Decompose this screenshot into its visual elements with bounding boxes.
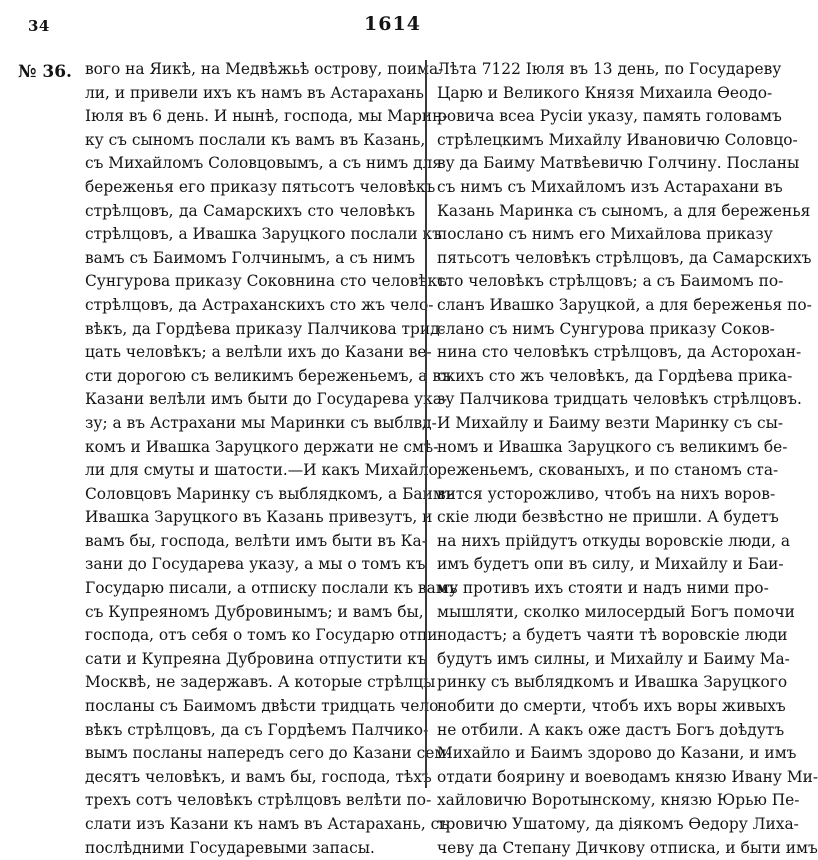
left-column-line: Москвѣ, не задержавъ. А которые стрѣлцы: [85, 673, 436, 692]
left-column-line: слати изъ Казани къ намъ въ Астарахань, съ: [85, 815, 450, 833]
left-column-line: вѣкъ, да Гордѣева приказу Палчикова трид-: [85, 319, 445, 338]
left-column-line: съ Купреяномъ Дубровинымъ; и вамъ бы,: [85, 602, 424, 621]
left-column-line: послѣдними Государевыми запасы.: [85, 838, 375, 857]
left-column-line: зани до Государева указу, а мы о томъ къ: [85, 555, 426, 574]
right-column-line: пятьсотъ человѣкъ стрѣлцовъ, да Самарскихъ: [437, 248, 812, 267]
left-column-line: ку съ сыномъ послали къ вамъ въ Казань,: [85, 130, 426, 149]
left-column-line: ли, и привели ихъ къ намъ въ Астарахань: [85, 83, 424, 102]
right-column-line: стрѣлецкимъ Михайлу Ивановичю Соловцо-: [437, 130, 798, 149]
right-column-line: мышляти, сколко милосердый Богъ помочи: [437, 602, 795, 621]
left-column-line: стрѣлцовъ, да Самарскихъ сто человѣкъ: [85, 201, 415, 220]
right-column-line: зу Палчикова тридцать человѣкъ стрѣлцовъ.: [437, 390, 802, 409]
page-year-heading: 1614: [364, 13, 421, 35]
left-column-line: вого на Яикѣ, на Медвѣжьѣ острову, поима-: [85, 60, 444, 78]
left-column-line: Ивашка Заруцкого въ Казань привезутъ, и: [85, 508, 433, 527]
left-column-line: Казани велѣли имъ быти до Государева ука-: [85, 390, 448, 409]
right-column-line: сто человѣкъ стрѣлцовъ; а съ Баимомъ по-: [437, 272, 784, 291]
right-column-line: подастъ; а будетъ чаяти тѣ воровскіе люди: [437, 626, 788, 645]
right-column-line: Михайло и Баимъ здорово до Казани, и имъ: [437, 744, 797, 763]
right-column-line: вится усторожливо, чтобъ на нихъ воров-: [437, 484, 776, 503]
right-column-line: нина сто человѣкъ стрѣлцовъ, да Асторохан-: [437, 343, 802, 362]
left-column-line: Іюля въ 6 день. И нынѣ, господа, мы Марин-: [85, 107, 448, 126]
left-column-line: зу; а въ Астрахани мы Маринки съ выблвд-: [85, 413, 437, 432]
right-column-line: реженьемъ, скованыхъ, и по станомъ ста-: [437, 461, 779, 480]
left-column-line: стрѣлцовъ, да Астраханскихъ сто жъ чело-: [85, 295, 434, 314]
right-column-line: побити до смерти, чтобъ ихъ воры живыхъ: [437, 697, 786, 716]
left-column-line: сти дорогою съ великимъ береженьемъ, а въ: [85, 366, 451, 385]
right-column-line: чеву да Степану Дичкову отписка, и быти имъ: [437, 838, 818, 857]
right-text-column: [437, 58, 818, 860]
right-column-line: ринку съ выблядкомъ и Ивашка Заруцкого: [437, 673, 788, 692]
left-column-line: вымъ посланы напередъ сего до Казани сем-: [85, 744, 452, 763]
left-column-line: трехъ сотъ человѣкъ стрѣлцовъ велѣти по-: [85, 791, 432, 810]
right-column-line: слано съ нимъ Сунгурова приказу Соков-: [437, 319, 775, 338]
right-column-line: скихъ сто жъ человѣкъ, да Гордѣева прика-: [437, 366, 793, 385]
left-column-line: Государю писали, а отписку послали къ вамъ: [85, 579, 458, 598]
left-column-line: береженья его приказу пятьсотъ человѣкъ: [85, 177, 436, 196]
right-column-line: Царю и Великого Князя Михаила Ѳеодо-: [437, 83, 773, 102]
right-column-line: номъ и Ивашка Заруцкого съ великимъ бе-: [437, 437, 788, 456]
left-column-line: вамъ съ Баимомъ Голчинымъ, а съ нимъ: [85, 248, 415, 267]
left-column-line: съ Михайломъ Соловцовымъ, а съ нимъ для: [85, 154, 443, 173]
left-column-line: Соловцовъ Маринку съ выблядкомъ, а Баимъ: [85, 484, 455, 503]
right-column-line: съ нимъ съ Михайломъ изъ Астарахани въ: [437, 177, 783, 196]
left-column-line: ли для смуты и шатости.—И какъ Михайло: [85, 461, 438, 480]
right-column-line: отдати боярину и воеводамъ князю Ивану Ми-: [437, 767, 818, 786]
right-column-line: Казань Маринка съ сыномъ, а для береженья: [437, 201, 811, 220]
right-column-line: на нихъ прійдутъ откуды воровскіе люди, а: [437, 531, 791, 550]
left-column-line: господа, отъ себя о томъ ко Государю отпи-: [85, 626, 443, 645]
right-column-line: скіе люди безвѣстно не пришли. А будетъ: [437, 508, 779, 527]
left-column-line: стрѣлцовъ, а Ивашка Заруцкого послали къ: [85, 225, 442, 244]
right-column-line: не отбили. А какъ оже дастъ Богъ доѣдутъ: [437, 720, 785, 739]
left-column-line: вамъ бы, господа, велѣти имъ быти въ Ка-: [85, 531, 427, 550]
right-column-line: послано съ нимъ его Михайлова приказу: [437, 225, 773, 244]
left-column-line: сати и Купреяна Дубровина отпустити къ: [85, 649, 427, 668]
left-text-column: [85, 58, 458, 860]
left-column-line: десятъ человѣкъ, и вамъ бы, господа, тѣхъ: [85, 767, 432, 786]
left-column-line: посланы съ Баимомъ двѣсти тридцать чело-: [85, 697, 444, 716]
right-column-line: имъ будетъ опи въ силу, и Михайлу и Баи-: [437, 555, 784, 574]
right-column-line: будутъ имъ силны, и Михайлу и Баиму Ма-: [437, 649, 790, 668]
right-column-line: сланъ Ивашко Заруцкой, а для береженья по-: [437, 295, 812, 314]
right-column-line: тровичю Ушатому, да діякомъ Ѳедору Лиха-: [437, 815, 799, 833]
column-divider: [425, 60, 427, 788]
left-column-line: цать человѣкъ; а велѣли ихъ до Казани ве-: [85, 343, 432, 362]
right-column-line: ровича всеа Русіи указу, память головамъ: [437, 107, 782, 126]
right-column-line: Лѣта 7122 Іюля въ 13 день, по Государеву: [437, 60, 782, 78]
page-number: 34: [28, 17, 50, 35]
right-column-line: хайловичю Воротынскому, князю Юрью Пе-: [437, 791, 800, 810]
left-column-line: комъ и Ивашка Заруцкого держати не смѣ-: [85, 437, 439, 456]
left-column-line: Сунгурова приказу Соковнина сто человѣкъ: [85, 272, 447, 291]
right-column-line: И Михайлу и Баиму везти Маринку съ сы-: [437, 413, 784, 432]
right-column-line: му противъ ихъ стояти и надъ ними про-: [437, 579, 769, 598]
left-column-line: вѣкъ стрѣлцовъ, да съ Гордѣемъ Палчико-: [85, 720, 429, 739]
right-column-line: ву да Баиму Матвѣевичю Голчину. Посланы: [437, 154, 800, 173]
document-number: № 36.: [18, 62, 72, 82]
